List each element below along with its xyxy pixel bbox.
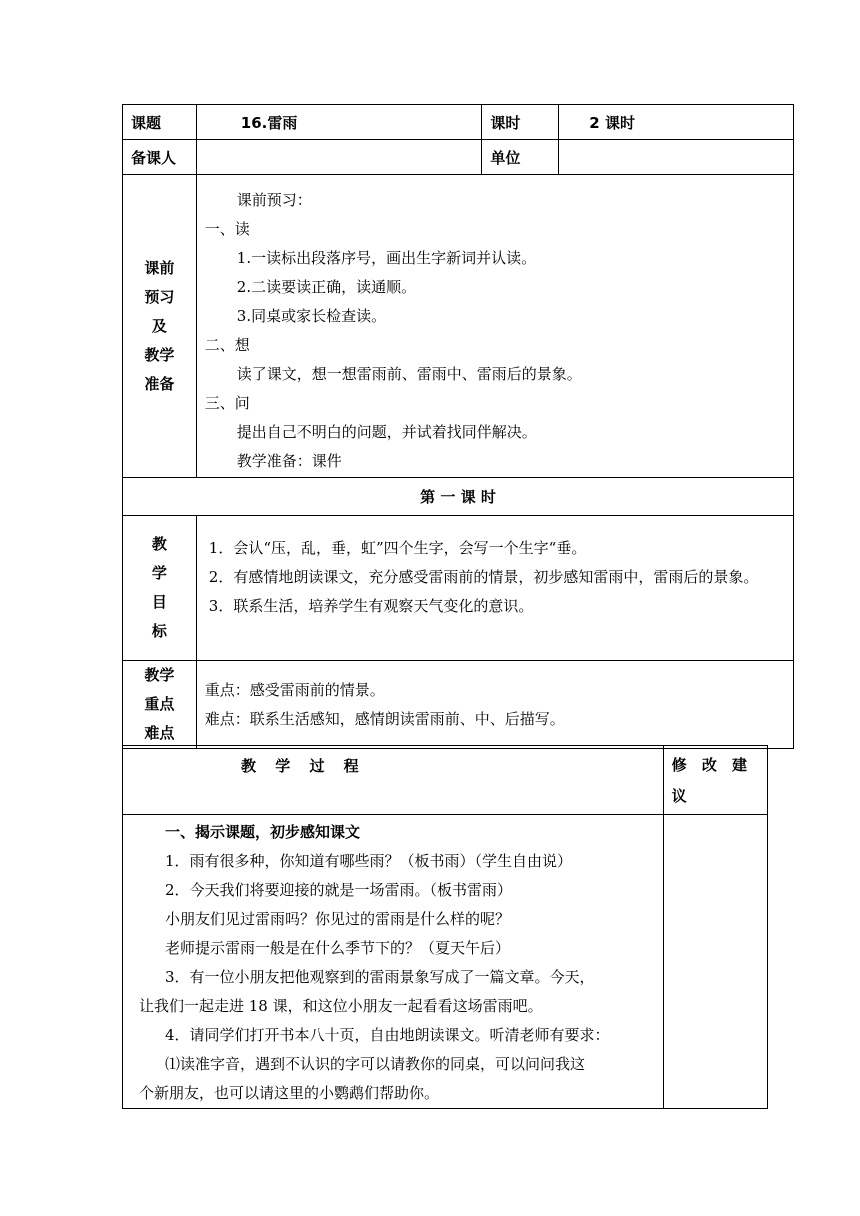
goals-label: 教 学 目 标: [123, 516, 197, 661]
difficult-point: 难点：联系生活感知，感情朗读雷雨前、中、后描写。: [204, 709, 565, 728]
period-label: 课时: [482, 105, 559, 140]
process-line: 个新朋友，也可以请这里的小鹦鹉们帮助你。: [139, 1084, 440, 1102]
prep-label: 课前 预习 及 教学 准备: [123, 175, 197, 478]
preparer-value: [196, 140, 482, 175]
goal-item: 2．有感情地朗读课文，充分感受雷雨前的情景，初步感知雷雨中，雷雨后的景象。: [208, 568, 759, 586]
unit-label: 单位: [482, 140, 559, 175]
goal-item: 3．联系生活，培养学生有观察天气变化的意识。: [208, 597, 534, 615]
prep-read-item: 1.一读标出段落序号，画出生字新词并认读。: [236, 249, 537, 267]
process-line: 让我们一起走进 18 课，和这位小朋友一起看看这场雷雨吧。: [139, 997, 543, 1015]
process-header: 教 学 过 程: [123, 746, 664, 815]
process-line: 3．有一位小朋友把他观察到的雷雨景象写成了一篇文章。今天，: [165, 968, 595, 986]
prep-section-ask: 三、问: [204, 394, 250, 412]
process-line: 1．雨有很多种，你知道有哪些雨？（板书雨）（学生自由说）: [165, 852, 573, 870]
prep-section-read: 一、读: [204, 220, 250, 238]
goals-content: [196, 516, 793, 661]
lesson-plan-table: [122, 104, 794, 749]
prep-content: [196, 175, 793, 478]
prep-read-item: 3.同桌或家长检查读。: [236, 307, 387, 325]
prep-read-item: 2.二读要读正确，读通顺。: [236, 278, 417, 296]
process-content: [123, 815, 664, 1109]
lesson-section-title: 第 一 课 时: [123, 478, 794, 516]
revise-header: 修 改 建 议: [663, 746, 767, 815]
period-value: 2 课时: [559, 105, 794, 140]
process-line: 小朋友们见过雷雨吗？你见过的雷雨是什么样的呢？: [165, 910, 511, 928]
prep-think-text: 读了课文，想一想雷雨前、雷雨中、雷雨后的景象。: [236, 365, 582, 383]
section-heading: 一、揭示课题，初步感知课文: [165, 823, 361, 841]
process-line: ⑴读准字音，遇到不认识的字可以请教你的同桌，可以问问我这: [165, 1055, 586, 1073]
teaching-process-table: [122, 745, 768, 1109]
title-label: 课题: [123, 105, 197, 140]
prep-ask-text: 提出自己不明白的问题，并试着找同伴解决。: [236, 423, 537, 441]
preparer-label: 备课人: [123, 140, 197, 175]
lesson-title: 16.雷雨: [196, 105, 482, 140]
process-line: 2．今天我们将要迎接的就是一场雷雨。（板书雷雨）: [165, 881, 513, 899]
teaching-prep: 教学准备：课件: [236, 452, 342, 470]
keypoints-content: [196, 661, 793, 749]
prep-section-think: 二、想: [204, 336, 250, 354]
key-point: 重点：感受雷雨前的情景。: [204, 680, 385, 699]
process-line: 老师提示雷雨一般是在什么季节下的？（夏天午后）: [165, 939, 511, 957]
goal-item: 1．会认“压，乱，垂，虹”四个生字，会写一个生字“垂。: [208, 539, 587, 557]
prep-heading: 课前预习：: [236, 191, 312, 209]
process-line: 4．请同学们打开书本八十页，自由地朗读课文。听清老师有要求：: [165, 1026, 610, 1044]
keypoints-label: 教学 重点 难点: [123, 661, 197, 749]
unit-value: [559, 140, 794, 175]
revise-cell: [663, 815, 767, 1109]
